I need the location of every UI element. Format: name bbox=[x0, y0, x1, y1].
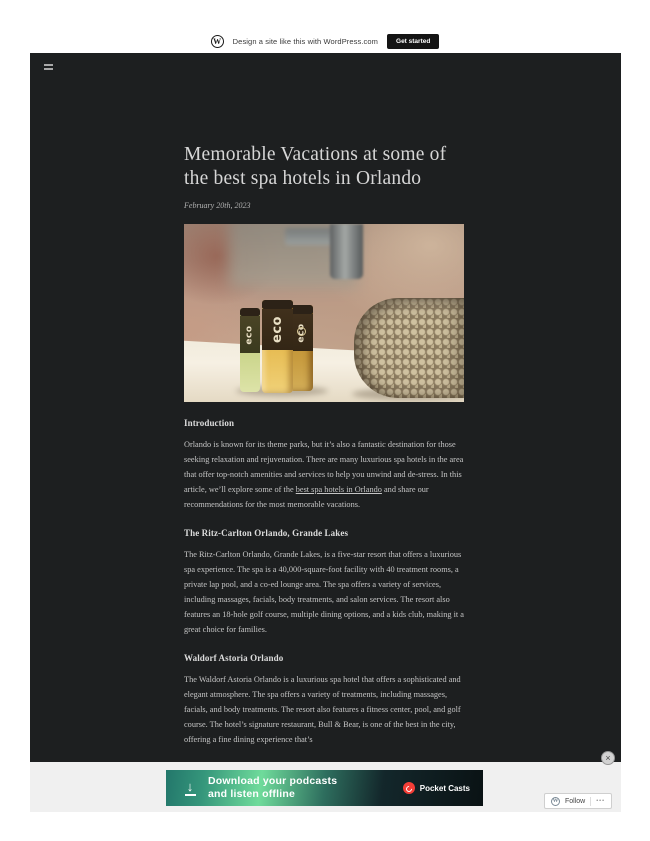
tube-cap bbox=[290, 305, 313, 314]
follow-bar bbox=[544, 793, 612, 809]
ad-headline-line2: and listen offline bbox=[208, 788, 296, 800]
ad-headline bbox=[208, 775, 337, 801]
section-heading-ritz-carlton: The Ritz-Carlton Orlando, Grande Lakes bbox=[184, 528, 349, 538]
tube-cap bbox=[240, 308, 260, 316]
close-ad-icon[interactable]: × bbox=[601, 751, 615, 765]
best-spa-hotels-link[interactable]: best spa hotels in Orlando bbox=[295, 485, 382, 494]
tube-cap bbox=[262, 300, 293, 309]
tube-label bbox=[262, 309, 293, 350]
featured-image bbox=[184, 224, 464, 402]
ad-strip bbox=[30, 752, 621, 812]
wordpress-logo-icon: W bbox=[211, 35, 224, 48]
post-title: Memorable Vacations at some of the best spa hotels in Orlando bbox=[184, 144, 447, 189]
download-arrow-glyph: ↓ bbox=[186, 778, 194, 794]
hamburger-menu-icon[interactable] bbox=[44, 64, 56, 73]
follow-button[interactable]: Follow bbox=[564, 797, 586, 805]
follow-bar-divider bbox=[590, 797, 591, 806]
intro-paragraph bbox=[184, 437, 464, 512]
wordpress-banner-text[interactable]: Design a site like this with WordPress.com bbox=[232, 36, 379, 46]
get-started-button[interactable]: Get started bbox=[387, 34, 439, 49]
ritz-carlton-paragraph: The Ritz-Carlton Orlando, Grande Lakes, is a five-star resort that offers a luxurious spa experience. The spa is a 40,000-square-foot facility with 40 treatment rooms, a private lap pool, and a co-ed lounge area. The spa offers a variety of services, including massages, facials, body treatments, and salon services. The resort also features an 18-hole golf course, multiple dining options, and a kids club, making it a great choice for families. bbox=[184, 550, 464, 634]
download-underline bbox=[185, 794, 196, 796]
intro-text-after: and share our recommendations for the most memorable vacations. bbox=[184, 485, 429, 509]
tube-label-text: eco bbox=[270, 316, 285, 344]
pocket-casts-logo-icon bbox=[403, 782, 415, 794]
beaded-spa-roll bbox=[354, 298, 464, 398]
spa-tube-dark bbox=[290, 305, 313, 391]
download-icon bbox=[183, 778, 197, 796]
intro-text-before: Orlando is known for its theme parks, but it’s also a fantastic destination for those seeking relaxation and rejuvenation. There are many luxurious spa hotels in the area that offer top-notch amenities and services to help you unwind and de-stress. In this article, we’ll explore some of the bbox=[184, 440, 464, 494]
spa-tube-amber bbox=[262, 300, 293, 393]
tube-ring-motif bbox=[297, 327, 306, 336]
section-heading-waldorf: Waldorf Astoria Orlando bbox=[184, 653, 284, 663]
wordpress-banner bbox=[0, 30, 650, 52]
ad-headline-line1: Download your podcasts bbox=[208, 775, 338, 787]
pocket-casts-ad-banner[interactable] bbox=[166, 770, 483, 806]
tube-label-text: eco bbox=[296, 322, 307, 343]
wordpress-follow-icon: W bbox=[552, 798, 559, 804]
more-options-button[interactable]: ••• bbox=[596, 798, 605, 804]
tube-label bbox=[240, 316, 260, 353]
waldorf-paragraph: The Waldorf Astoria Orlando is a luxurious spa hotel that offers a sophisticated and elegant atmosphere. The spa offers a variety of treatments, including massages, facials, and body treatments. The resort also features a fitness center, pool, and golf course. The hotel’s signature restaurant, Bull & Bear, is one of the best in the city, offering a fine dining experience that’s bbox=[184, 675, 461, 744]
pocket-casts-brand bbox=[403, 782, 470, 794]
spa-tube-green bbox=[240, 308, 260, 392]
faucet-shape bbox=[330, 224, 364, 279]
site-content bbox=[30, 53, 621, 762]
post-date: February 20th, 2023 bbox=[184, 201, 251, 210]
pocket-casts-name: Pocket Casts bbox=[419, 783, 470, 793]
article bbox=[184, 53, 464, 747]
tube-label-text: eco bbox=[245, 325, 255, 345]
section-heading-introduction: Introduction bbox=[184, 418, 235, 428]
